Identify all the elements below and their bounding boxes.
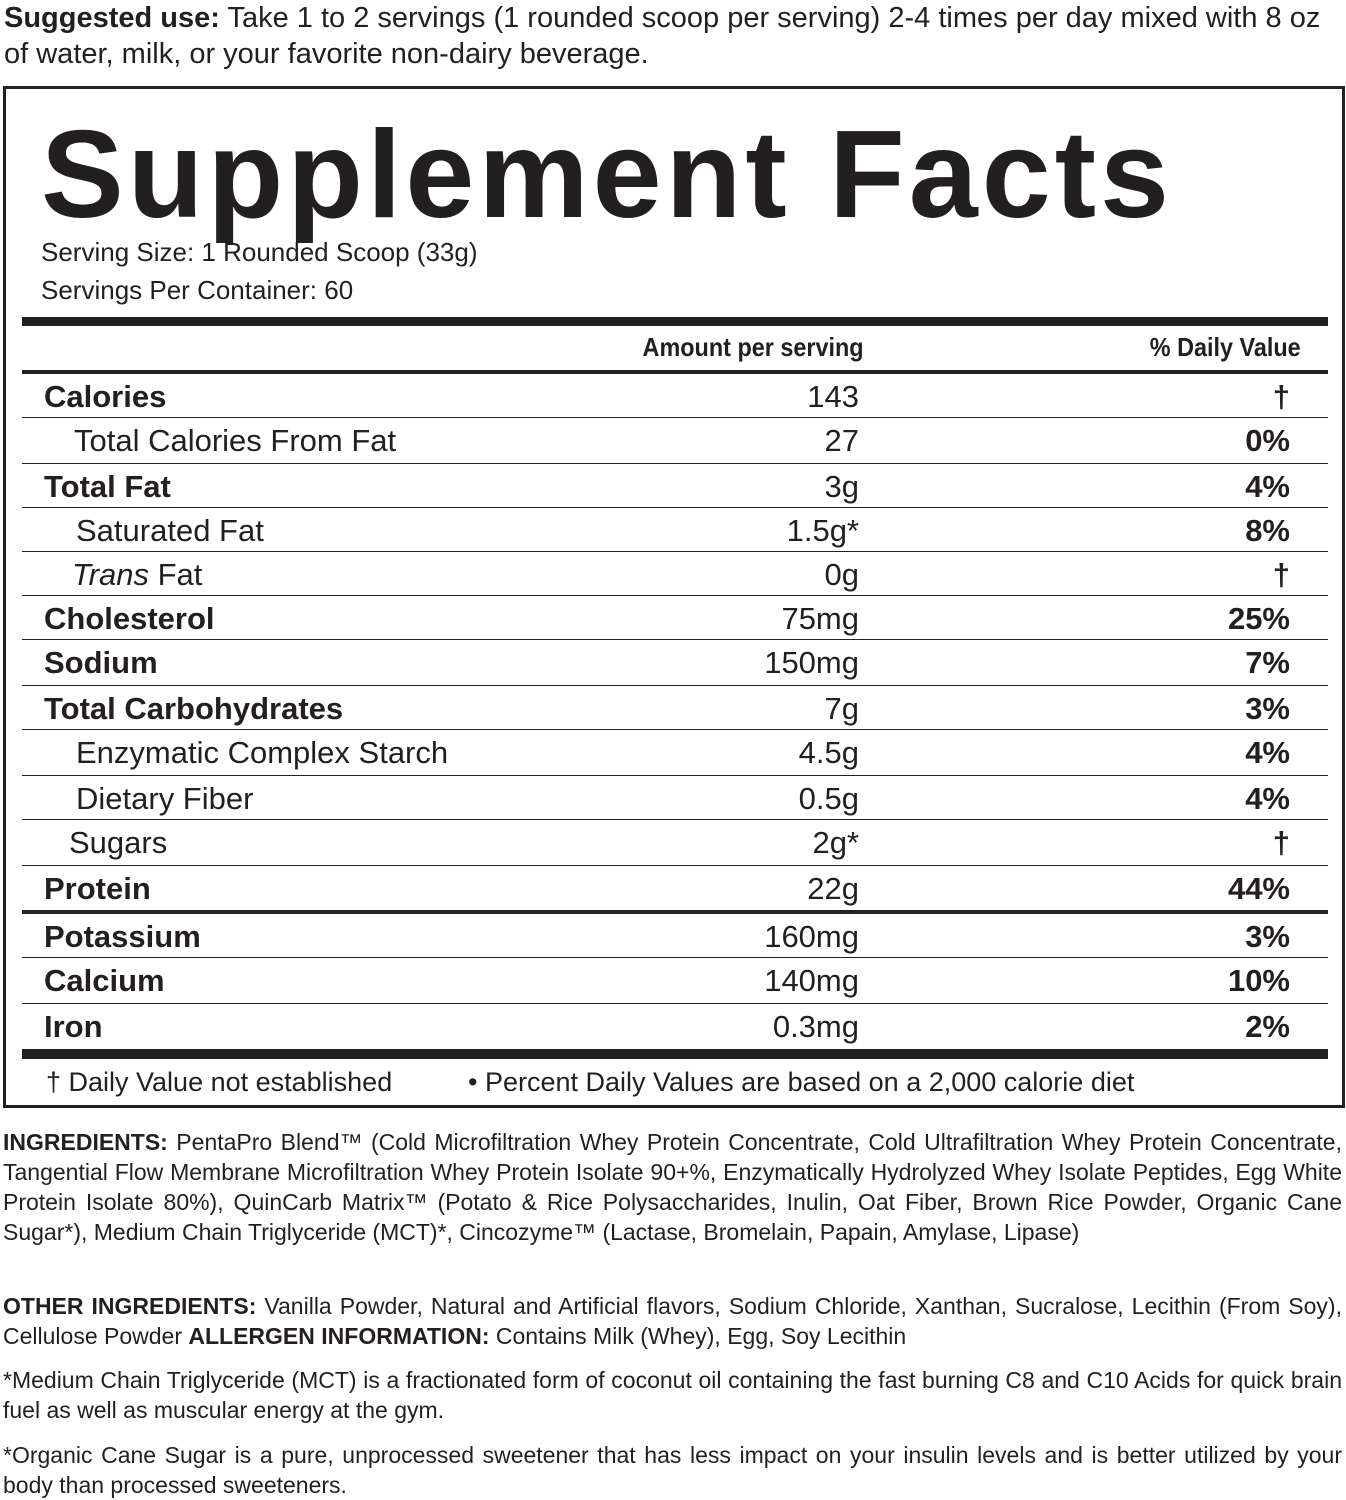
nutrient-daily-value: 25% (1227, 601, 1290, 636)
allergen-text: Contains Milk (Whey), Egg, Soy Lecithin (489, 1323, 907, 1349)
footnote-dagger: † Daily Value not established (46, 1067, 393, 1097)
serving-size: Serving Size: 1 Rounded Scoop (33g) (41, 237, 478, 267)
nutrient-daily-value: † (1272, 379, 1290, 414)
suggested-use-label: Suggested use: (4, 2, 220, 34)
nutrient-name: Iron (44, 1009, 103, 1044)
nutrient-name: Dietary Fiber (76, 781, 254, 816)
nutrient-daily-value: 4% (1245, 469, 1290, 504)
nutrient-name: Cholesterol (44, 601, 215, 636)
footer-rule (22, 1049, 1328, 1059)
servings-per-container: Servings Per Container: 60 (41, 275, 354, 305)
table-row (22, 1004, 1328, 1048)
nutrient-daily-value: 7% (1245, 645, 1290, 680)
nutrient-amount: 27 (824, 423, 859, 458)
nutrient-amount: 0g (824, 557, 859, 592)
nutrient-amount: 22g (807, 871, 859, 906)
nutrient-daily-value: 3% (1245, 691, 1290, 726)
allergen-label: ALLERGEN INFORMATION: (188, 1323, 490, 1349)
nutrient-amount: 75mg (781, 601, 859, 636)
table-row (22, 418, 1328, 464)
nutrient-name: Sugars (69, 825, 168, 860)
nutrient-daily-value: 10% (1227, 963, 1290, 998)
ingredients-paragraph (3, 1127, 1342, 1247)
header-daily-value: % Daily Value (1150, 332, 1301, 362)
suggested-use-text: Take 1 to 2 servings (1 rounded scoop per serving) 2-4 times per day mixed with 8 oz of water, milk, or your favorite non-dairy beverage. (4, 2, 1321, 70)
ingredients-text: PentaPro Blend™ (Cold Microfiltration Whey Protein Concentrate, Cold Ultrafiltration Whey Protein Concentrate, Tangential Flow Membrane Microfiltration Whey Protein Isolate 90+%, Enzymatically Hydrolyzed Whey Isolate Peptides, Egg White Protein Isolate 80%), QuinCarb Matrix™ (Potato & Rice Polysaccharides, Inulin, Oat Fiber, Brown Rice Powder, Organic Cane Sugar*), Medium Chain Triglyceride (MCT)*, Cincozyme™ (Lactase, Bromelain, Papain, Amylase, Lipase) (3, 1129, 1342, 1245)
supplement-facts-panel (3, 86, 1345, 1108)
nutrient-name: Saturated Fat (76, 513, 264, 548)
mct-note: *Medium Chain Triglyceride (MCT) is a fractionated form of coconut oil containing the fast burning C8 and C10 Acids for quick brain fuel as well as muscular energy at the gym. (3, 1367, 1342, 1423)
nutrient-name: Protein (44, 871, 151, 906)
table-row (22, 552, 1328, 596)
nutrient-name: Total Carbohydrates (44, 691, 344, 726)
nutrient-name-italic: Trans (72, 557, 149, 592)
other-ingredients-paragraph (3, 1291, 1342, 1351)
nutrient-name: Calories (44, 379, 167, 414)
nutrient-amount: 7g (824, 691, 859, 726)
nutrient-amount: 143 (807, 379, 859, 414)
nutrient-daily-value: 4% (1245, 781, 1290, 816)
nutrient-daily-value: 8% (1245, 513, 1290, 548)
other-ingredients-label: OTHER INGREDIENTS: (3, 1293, 257, 1319)
suggested-use (4, 0, 1344, 72)
nutrient-name: Fat (148, 557, 203, 592)
nutrient-amount: 140mg (764, 963, 859, 998)
nutrient-daily-value: 3% (1245, 919, 1290, 954)
table-row (22, 464, 1328, 508)
cane-sugar-note: *Organic Cane Sugar is a pure, unprocessed sweetener that has less impact on your insulin levels and is better utilized by your body than processed sweeteners. (3, 1442, 1342, 1498)
nutrient-name: Total Calories From Fat (74, 423, 397, 458)
nutrient-name: Calcium (44, 963, 165, 998)
nutrient-amount: 4.5g (798, 735, 859, 770)
nutrient-amount: 150mg (764, 645, 859, 680)
table-row (22, 866, 1328, 910)
table-row (22, 730, 1328, 776)
nutrient-name: Enzymatic Complex Starch (76, 735, 449, 770)
nutrient-daily-value: † (1272, 825, 1290, 860)
table-row (22, 820, 1328, 866)
facts-title: Supplement Facts (41, 106, 1173, 244)
nutrient-amount: 1.5g* (786, 513, 859, 548)
nutrient-name: Total Fat (44, 469, 171, 504)
nutrient-amount: 0.5g (798, 781, 859, 816)
nutrient-amount: 160mg (764, 919, 859, 954)
nutrient-daily-value: 2% (1245, 1009, 1290, 1044)
nutrient-name-trans-fat (72, 556, 202, 594)
nutrient-amount: 0.3mg (772, 1009, 859, 1044)
nutrient-name: Potassium (44, 919, 201, 954)
header-amount-per-serving: Amount per serving (642, 332, 864, 362)
nutrient-daily-value: 4% (1245, 735, 1290, 770)
nutrient-daily-value: 0% (1245, 423, 1290, 458)
table-row (22, 958, 1328, 1004)
table-row (22, 596, 1328, 640)
other-ingredients-text: Vanilla Powder, Natural and Artificial flavors, Sodium Chloride, Xanthan, Sucralose, Lecithin (From Soy), Cellulose Powder (3, 1293, 1342, 1349)
footnote-percent-daily: • Percent Daily Values are based on a 2,000 calorie diet (468, 1067, 1135, 1097)
table-row (22, 508, 1328, 552)
nutrient-amount: 3g (824, 469, 859, 504)
table-row (22, 640, 1328, 686)
table-row (22, 914, 1328, 958)
header-top-rule (22, 317, 1328, 326)
nutrient-amount: 2g* (812, 825, 859, 860)
nutrient-name: Sodium (44, 645, 158, 680)
table-row (22, 686, 1328, 730)
nutrient-daily-value: 44% (1227, 871, 1290, 906)
ingredients-label: INGREDIENTS: (3, 1129, 168, 1155)
table-row (22, 374, 1328, 418)
nutrient-daily-value: † (1272, 557, 1290, 592)
table-row (22, 776, 1328, 820)
